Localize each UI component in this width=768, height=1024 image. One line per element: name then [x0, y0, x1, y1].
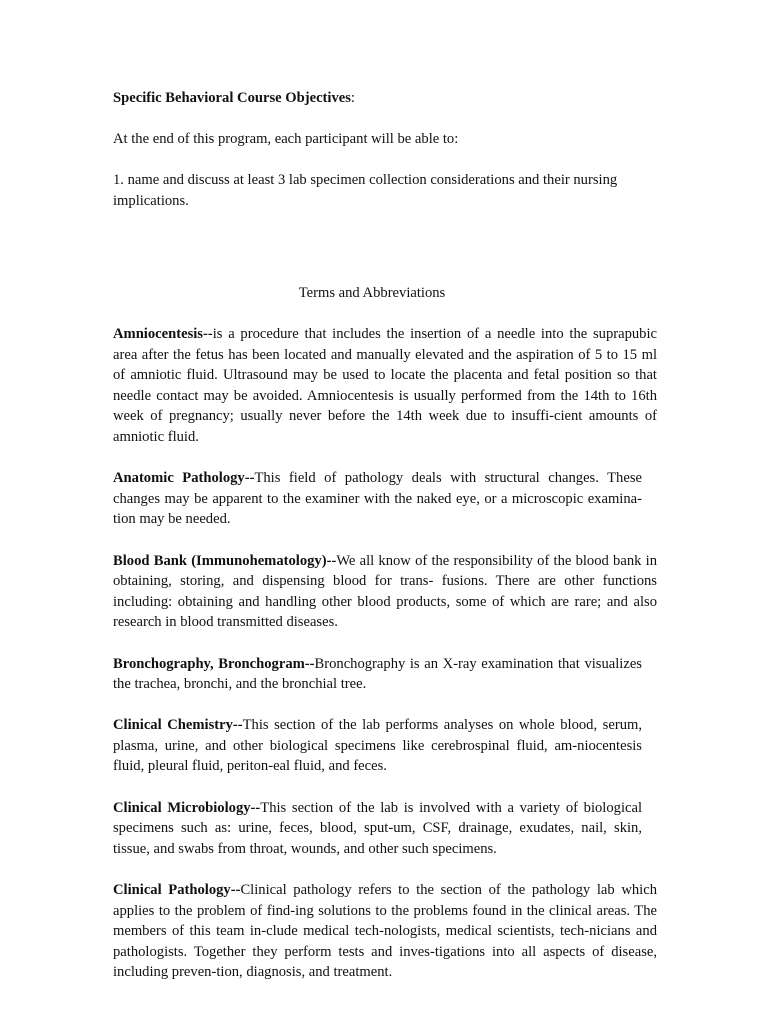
term-label: Blood Bank (Immunohematology)-- — [113, 552, 337, 569]
objectives-heading-colon: : — [350, 90, 355, 106]
term-clinical-pathology — [113, 880, 657, 983]
term-label: Clinical Microbiology-- — [113, 799, 261, 816]
document-page — [113, 88, 657, 981]
terms-list — [113, 324, 657, 1004]
term-label: Anatomic Pathology-- — [113, 470, 255, 487]
term-blood-bank — [113, 551, 657, 633]
term-label: Clinical Pathology-- — [113, 882, 241, 899]
term-definition: is a procedure that includes the insertion of a needle into the suprapubic area after the fetus has been located and manually elevated and the aspiration of 5 to 15 ml of amniotic fluid. Ultrasound may be used to locate the placenta and fetal position so that needle contact may be avoided. Amniocentesis is usually performed from the 14th to 16th week of pregnancy; usually never before the 14th week due to insuffi-cient amounts of amniotic fluid. — [113, 326, 657, 445]
term-label: Clinical Chemistry-- — [113, 717, 243, 734]
term-amniocentesis — [113, 324, 657, 448]
term-definition: This field of pathology deals with structural changes. These changes may be apparent to the examiner with the naked eye, or a microscopic examina-tion may be needed. — [113, 470, 642, 528]
objectives-heading — [113, 88, 657, 109]
term-definition: Bronchography is an X-ray examination that visualizes the trachea, bronchi, and the bronchial tree. — [113, 655, 642, 693]
term-definition: Clinical pathology refers to the section of the pathology lab which applies to the problem of find-ing solutions to the problems found in the clinical areas. The members of this team in-clude medical tech-nologists, medical scientists, tech-nicians and pathologists. Together they perform tests and inves-tigations into all aspects of disease, including preven-tion, diagnosis, and treatment. — [113, 882, 657, 981]
objective-item-1: 1. name and discuss at least 3 lab specimen collection considerations and their nursing implications. — [113, 172, 618, 209]
term-bronchography — [113, 654, 642, 695]
objectives-heading-text: Specific Behavioral Course Objectives — [113, 90, 351, 106]
term-definition: We all know of the responsibility of the blood bank in obtaining, storing, and dispensing blood for trans- fusions. There are other functions including: obtaining and handling other blood products, some of which are rare; and also research in blood transmitted diseases. — [113, 552, 657, 631]
term-label: Bronchography, Bronchogram-- — [113, 655, 315, 672]
term-clinical-chemistry — [113, 715, 642, 777]
term-clinical-microbiology — [113, 798, 642, 860]
term-definition: This section of the lab is involved with a variety of biological specimens such as: urine, feces, blood, sput-um, CSF, drainage, exudates, nail, skin, tissue, and swabs from throat, wounds, and other such specimens. — [113, 799, 643, 857]
section-title: Terms and Abbreviations — [298, 285, 446, 301]
term-label: Amniocentesis-- — [113, 326, 213, 342]
term-anatomic-pathology — [113, 468, 642, 530]
term-definition: This section of the lab performs analyses on whole blood, serum, plasma, urine, and other biological specimens like cerebrospinal fluid, am-niocentesis fluid, pleural fluid, periton-eal fluid, and feces. — [113, 717, 642, 775]
intro-text: At the end of this program, each participant will be able to: — [113, 131, 459, 148]
